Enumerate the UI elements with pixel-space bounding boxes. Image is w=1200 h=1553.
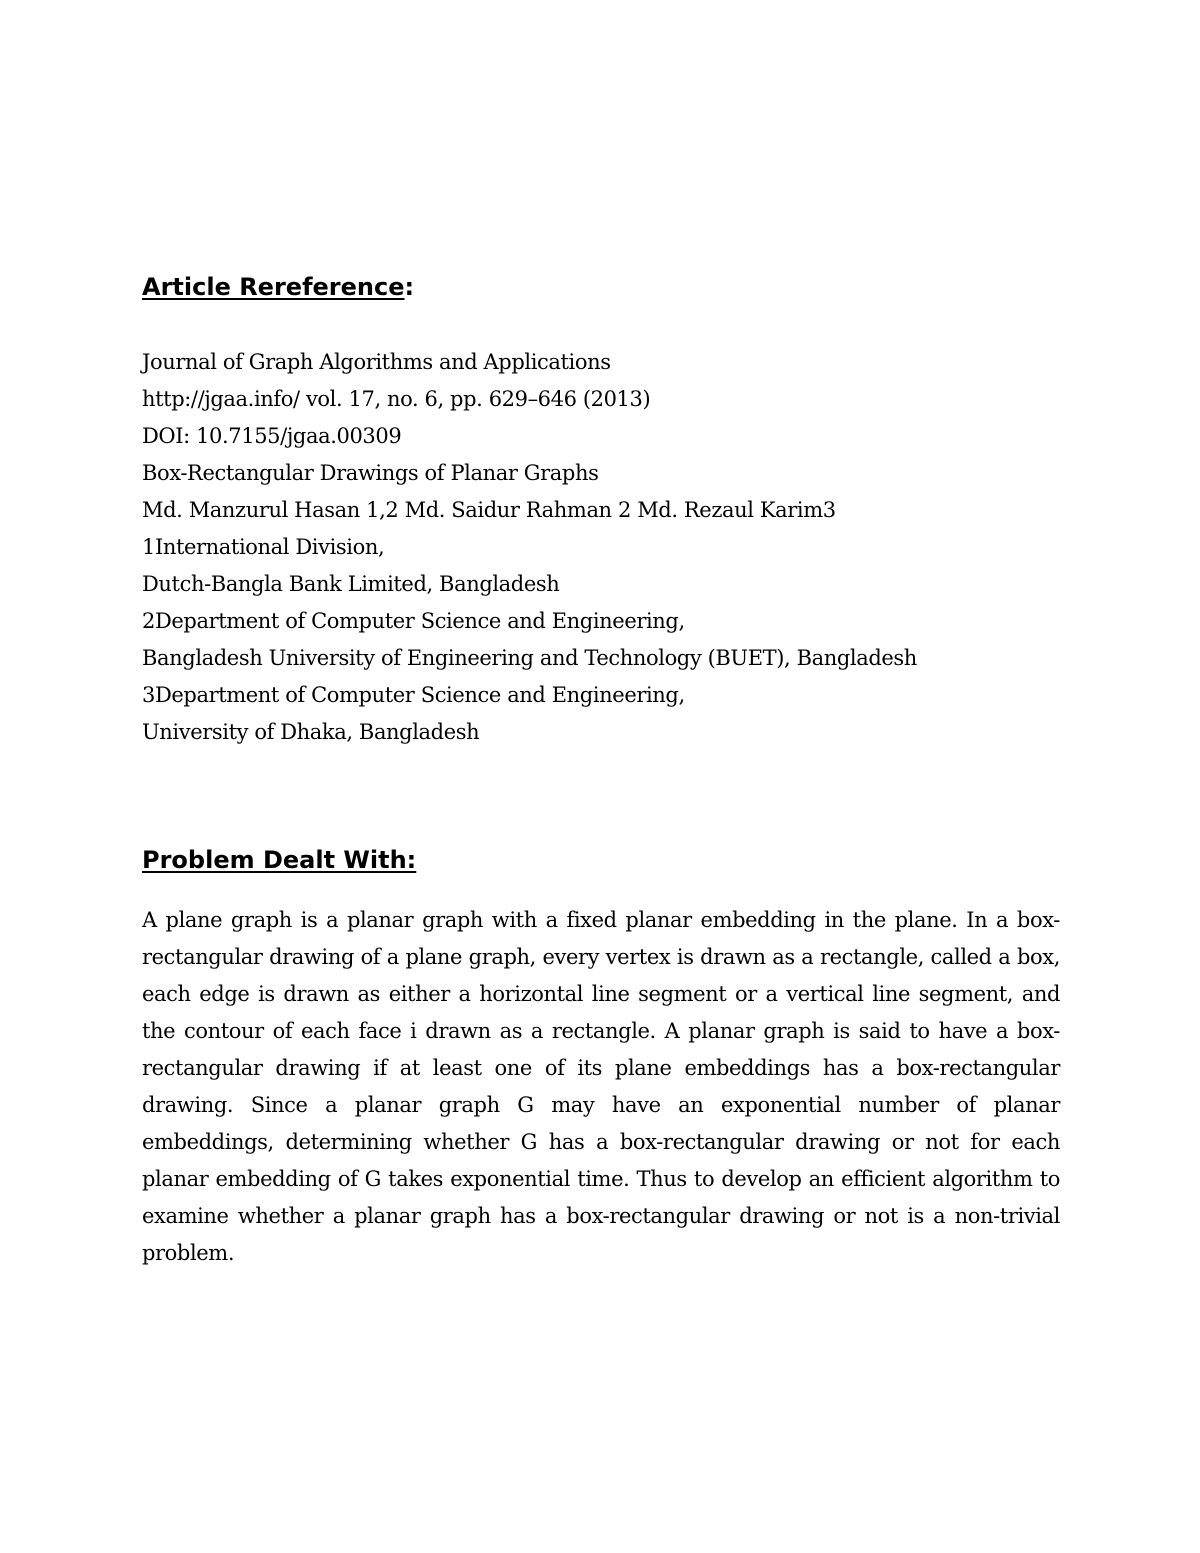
doi-line: DOI: 10.7155/jgaa.00309: [142, 424, 402, 448]
article-reference-heading-text: Article Rereference: [142, 273, 405, 301]
article-reference-heading-colon: :: [404, 273, 415, 301]
problem-dealt-with-heading-text: Problem Dealt With:: [142, 846, 417, 874]
journal-name-line: Journal of Graph Algorithms and Applications: [142, 350, 611, 374]
article-title-line: Box-Rectangular Drawings of Planar Graphs: [142, 461, 599, 485]
affiliation-3-org-line: University of Dhaka, Bangladesh: [142, 720, 480, 744]
authors-line: Md. Manzurul Hasan 1,2 Md. Saidur Rahman 2 Md. Rezaul Karim3: [142, 498, 836, 522]
article-reference-heading: [142, 272, 414, 302]
affiliation-2-org-line: Bangladesh University of Engineering and Technology (BUET), Bangladesh: [142, 646, 917, 670]
problem-dealt-with-heading: [142, 845, 416, 875]
journal-url-volume-line: http://jgaa.info/ vol. 17, no. 6, pp. 629–646 (2013): [142, 387, 651, 411]
affiliation-2-line: 2Department of Computer Science and Engineering,: [142, 609, 685, 633]
problem-description-paragraph: A plane graph is a planar graph with a fixed planar embedding in the plane. In a box- rectangular drawing of a plane graph, every vertex is drawn as a rectangle, called a box, each edge is drawn as either a horizontal line segment or a vertical line segment, and the contour of each face i drawn as a rectangle. A planar graph is said to have a box-rectangular drawing if at least one of its plane embeddings has a box-rectangular drawing. Since a planar graph G may have an exponential number of planar embeddings, determining whether G has a box-rectangular drawing or not for each planar embedding of G takes exponential time. Thus to develop an efficient algorithm to examine whether a planar graph has a box-rectangular drawing or not is a non-trivial problem.: [142, 908, 1060, 1265]
affiliation-1-line: 1International Division,: [142, 535, 385, 559]
affiliation-1-org-line: Dutch-Bangla Bank Limited, Bangladesh: [142, 572, 560, 596]
affiliation-3-line: 3Department of Computer Science and Engineering,: [142, 683, 685, 707]
article-reference-details: [142, 344, 917, 751]
